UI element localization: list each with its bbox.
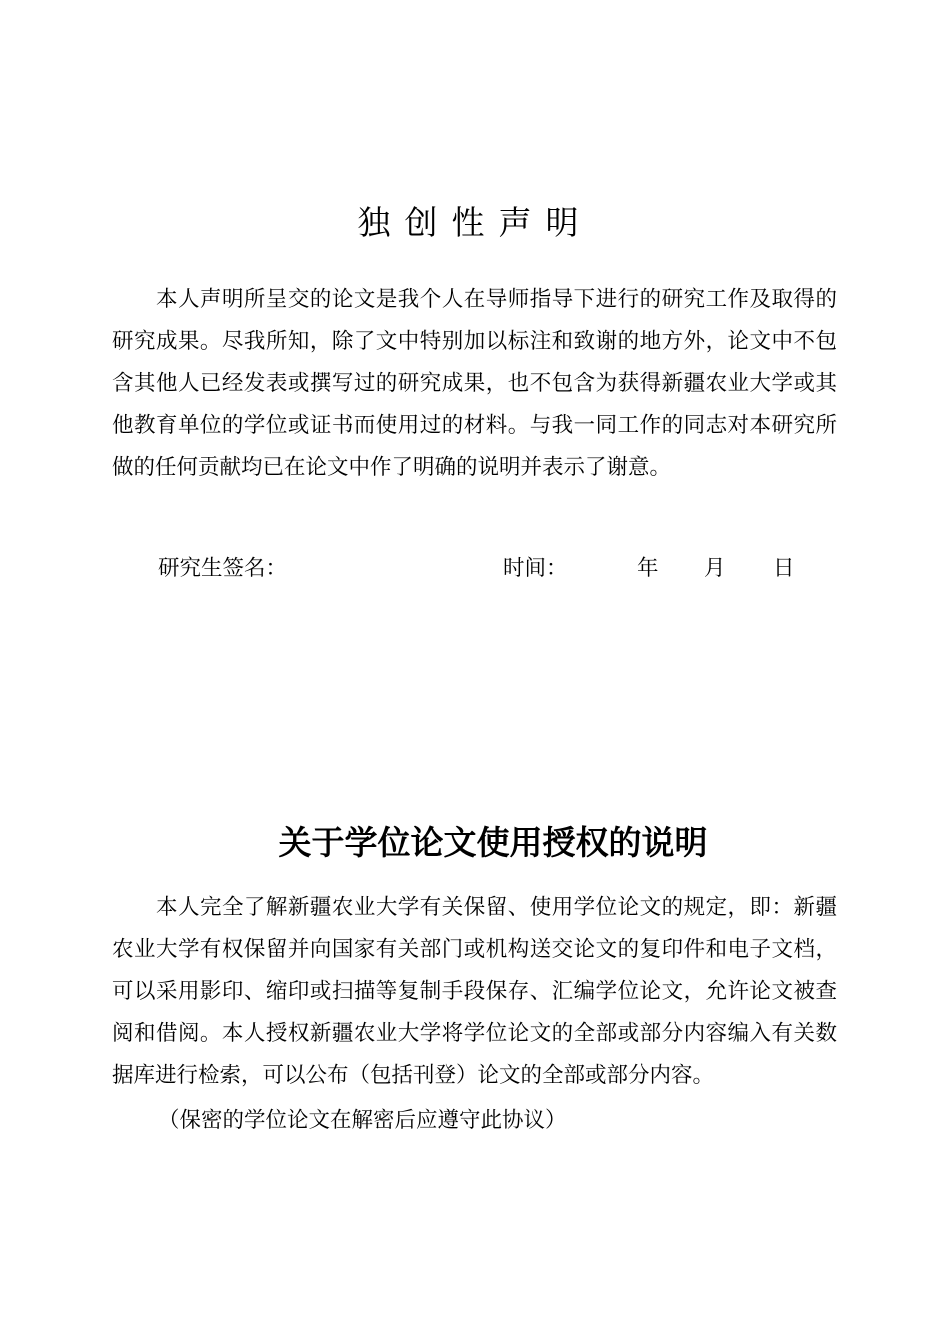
declaration-title: 独创性声明 bbox=[357, 203, 593, 242]
day-label: 日 bbox=[773, 556, 795, 581]
authorization-body: 本人完全了解新疆农业大学有关保留、使用学位论文的规定，即：新疆农业大学有权保留并向国家有关部门或机构送交论文的复印件和电子文档，可以采用影印、缩印或扫描等复制手段保存、汇编学位论文，允许论文被查阅和借阅。本人授权新疆农业大学将学位论文的全部或部分内容编入有关数据库进行检索，可以公布（包括刊登）论文的全部或部分内容。 bbox=[112, 895, 837, 1088]
signature-label: 研究生签名： bbox=[158, 556, 288, 581]
confidentiality-note: （保密的学位论文在解密后应遵守此协议） bbox=[158, 1108, 567, 1133]
month-label: 月 bbox=[704, 556, 726, 581]
time-label: 时间： bbox=[503, 556, 568, 581]
year-label: 年 bbox=[637, 556, 659, 581]
signature-row bbox=[0, 548, 950, 590]
authorization-title: 关于学位论文使用授权的说明 bbox=[278, 823, 708, 862]
declaration-body: 本人声明所呈交的论文是我个人在导师指导下进行的研究工作及取得的研究成果。尽我所知，除了文中特别加以标注和致谢的地方外，论文中不包含其他人已经发表或撰写过的研究成果，也不包含为获得新疆农业大学或其他教育单位的学位或证书而使用过的材料。与我一同工作的同志对本研究所做的任何贡献均已在论文中作了明确的说明并表示了谢意。 bbox=[112, 287, 837, 480]
